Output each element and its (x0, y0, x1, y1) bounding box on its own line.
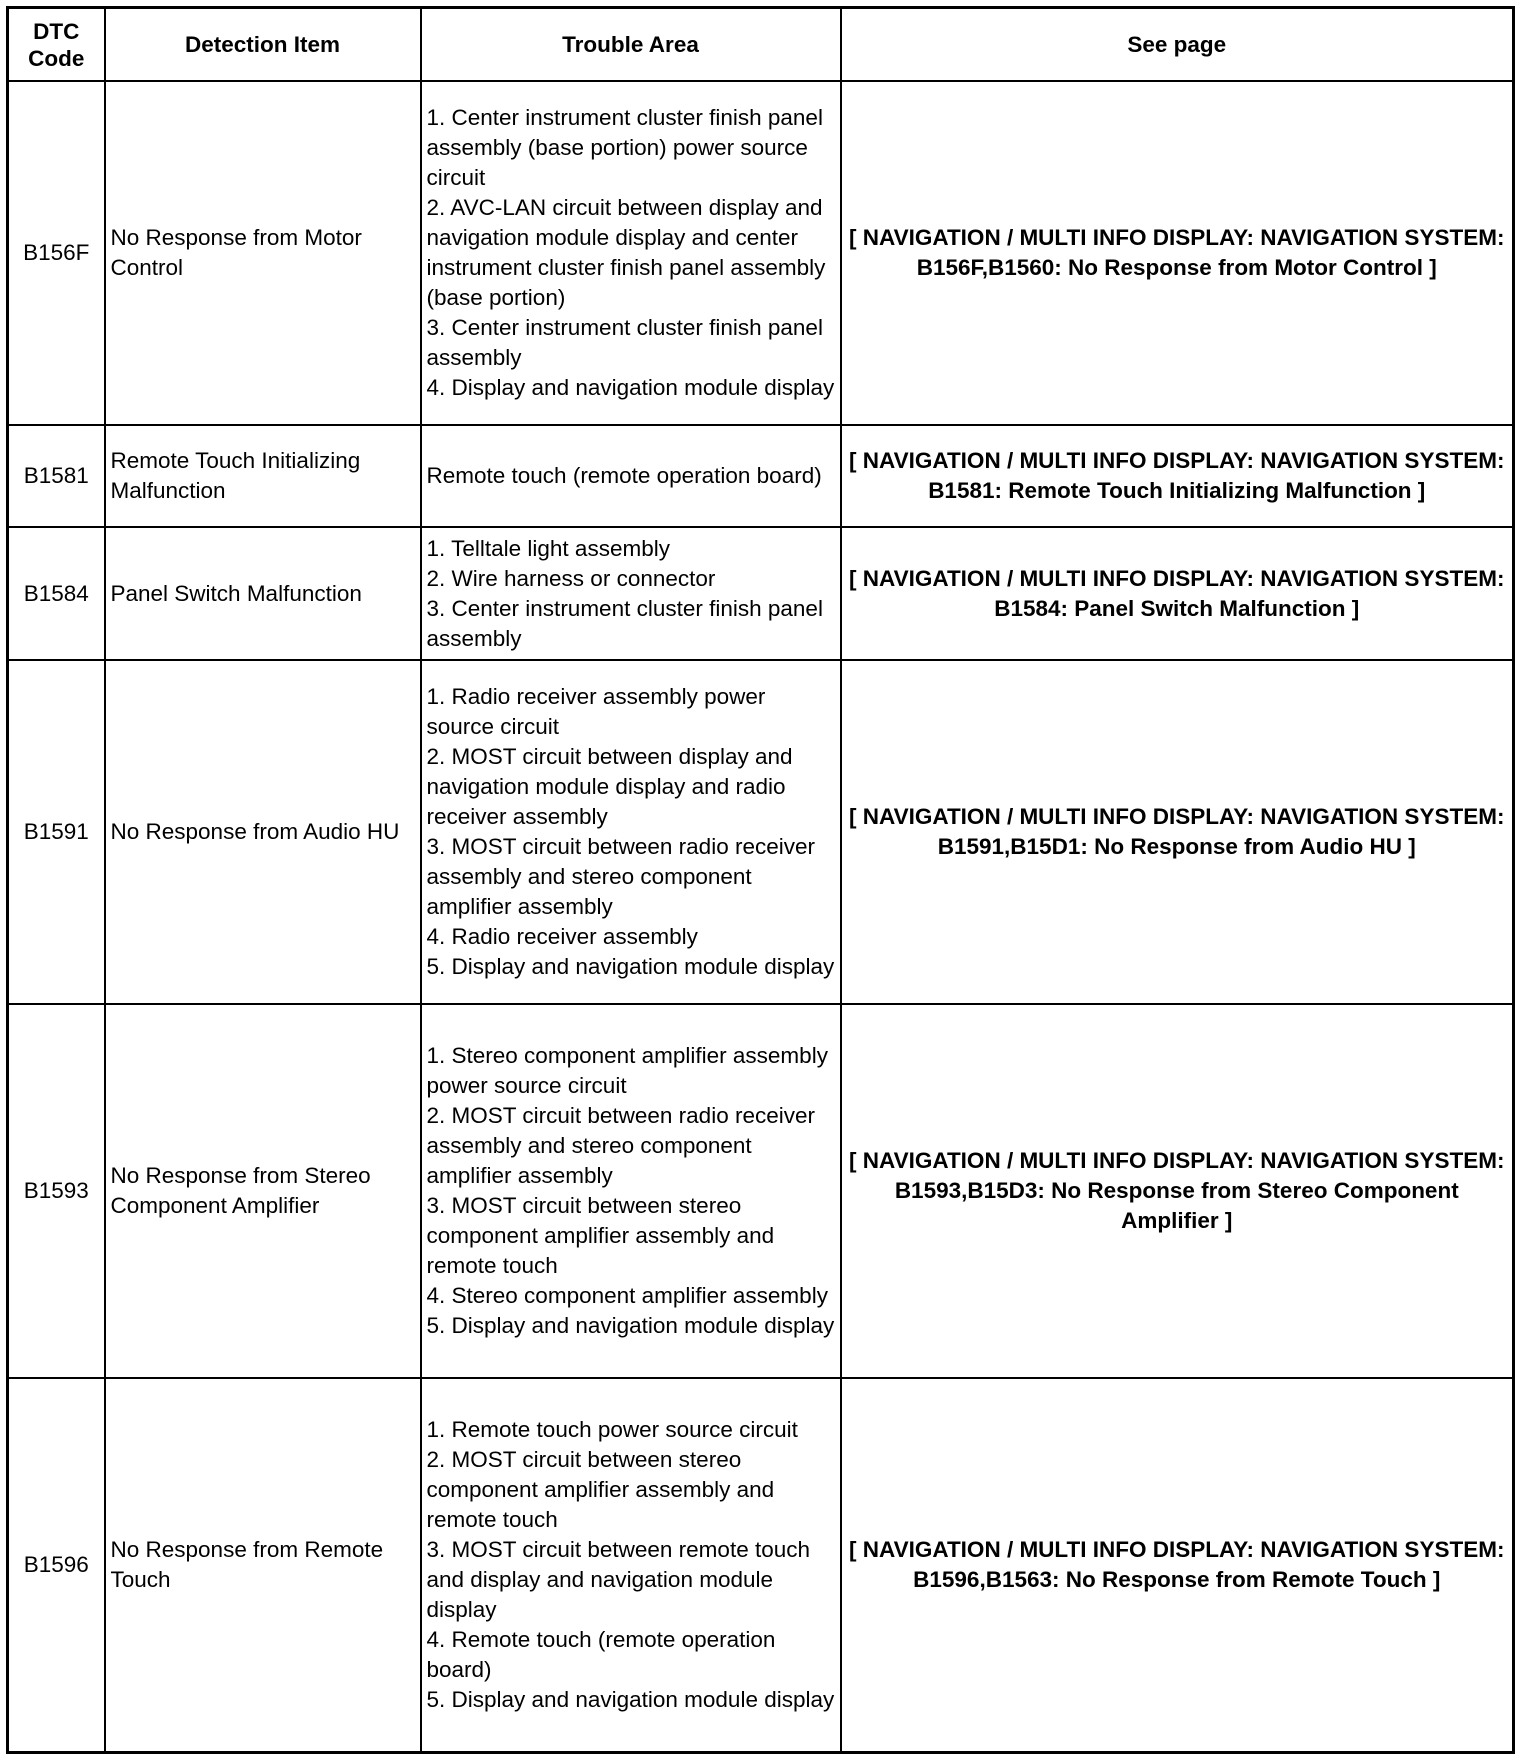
see-page-cell: [ NAVIGATION / MULTI INFO DISPLAY: NAVIGATION SYSTEM: B1593,B15D3: No Response from Stereo Component Amplifier ] (841, 1004, 1514, 1378)
header-detection-item: Detection Item (105, 8, 421, 82)
table-row (8, 1378, 1514, 1752)
table-row (8, 527, 1514, 660)
table-row (8, 1004, 1514, 1378)
dtc-code-cell: B156F (8, 81, 105, 425)
detection-item-cell: No Response from Motor Control (105, 81, 421, 425)
dtc-code-cell: B1584 (8, 527, 105, 660)
detection-item-cell: No Response from Audio HU (105, 660, 421, 1004)
detection-item-cell: Panel Switch Malfunction (105, 527, 421, 660)
dtc-code-cell: B1591 (8, 660, 105, 1004)
detection-item-cell: Remote Touch Initializing Malfunction (105, 425, 421, 527)
dtc-table (6, 6, 1515, 1754)
trouble-area-cell: 1. Center instrument cluster finish panel assembly (base portion) power source circuit 2. AVC-LAN circuit between display and navigation module display and center instrument cluster finish panel assembly (base portion) 3. Center instrument cluster finish panel assembly 4. Display and navigation module display (421, 81, 841, 425)
trouble-area-cell: 1. Remote touch power source circuit 2. MOST circuit between stereo component amplifier assembly and remote touch 3. MOST circuit between remote touch and display and navigation module display 4. Remote touch (remote operation board) 5. Display and navigation module display (421, 1378, 841, 1752)
dtc-code-cell: B1596 (8, 1378, 105, 1752)
header-trouble-area: Trouble Area (421, 8, 841, 82)
detection-item-cell: No Response from Stereo Component Amplifier (105, 1004, 421, 1378)
dtc-code-cell: B1593 (8, 1004, 105, 1378)
trouble-area-cell: Remote touch (remote operation board) (421, 425, 841, 527)
dtc-code-cell: B1581 (8, 425, 105, 527)
header-dtc-code: DTC Code (8, 8, 105, 82)
trouble-area-cell: 1. Telltale light assembly 2. Wire harness or connector 3. Center instrument cluster finish panel assembly (421, 527, 841, 660)
table-row (8, 660, 1514, 1004)
table-header-row (8, 8, 1514, 82)
see-page-cell: [ NAVIGATION / MULTI INFO DISPLAY: NAVIGATION SYSTEM: B1591,B15D1: No Response from Audio HU ] (841, 660, 1514, 1004)
dtc-table-container (6, 6, 1515, 1754)
header-see-page: See page (841, 8, 1514, 82)
see-page-cell: [ NAVIGATION / MULTI INFO DISPLAY: NAVIGATION SYSTEM: B156F,B1560: No Response from Motor Control ] (841, 81, 1514, 425)
trouble-area-cell: 1. Radio receiver assembly power source circuit 2. MOST circuit between display and navigation module display and radio receiver assembly 3. MOST circuit between radio receiver assembly and stereo component amplifier assembly 4. Radio receiver assembly 5. Display and navigation module display (421, 660, 841, 1004)
detection-item-cell: No Response from Remote Touch (105, 1378, 421, 1752)
table-row (8, 81, 1514, 425)
see-page-cell: [ NAVIGATION / MULTI INFO DISPLAY: NAVIGATION SYSTEM: B1596,B1563: No Response from Remote Touch ] (841, 1378, 1514, 1752)
table-row (8, 425, 1514, 527)
trouble-area-cell: 1. Stereo component amplifier assembly power source circuit 2. MOST circuit between radio receiver assembly and stereo component amplifier assembly 3. MOST circuit between stereo component amplifier assembly and remote touch 4. Stereo component amplifier assembly 5. Display and navigation module display (421, 1004, 841, 1378)
see-page-cell: [ NAVIGATION / MULTI INFO DISPLAY: NAVIGATION SYSTEM: B1581: Remote Touch Initializing Malfunction ] (841, 425, 1514, 527)
see-page-cell: [ NAVIGATION / MULTI INFO DISPLAY: NAVIGATION SYSTEM: B1584: Panel Switch Malfunction ] (841, 527, 1514, 660)
